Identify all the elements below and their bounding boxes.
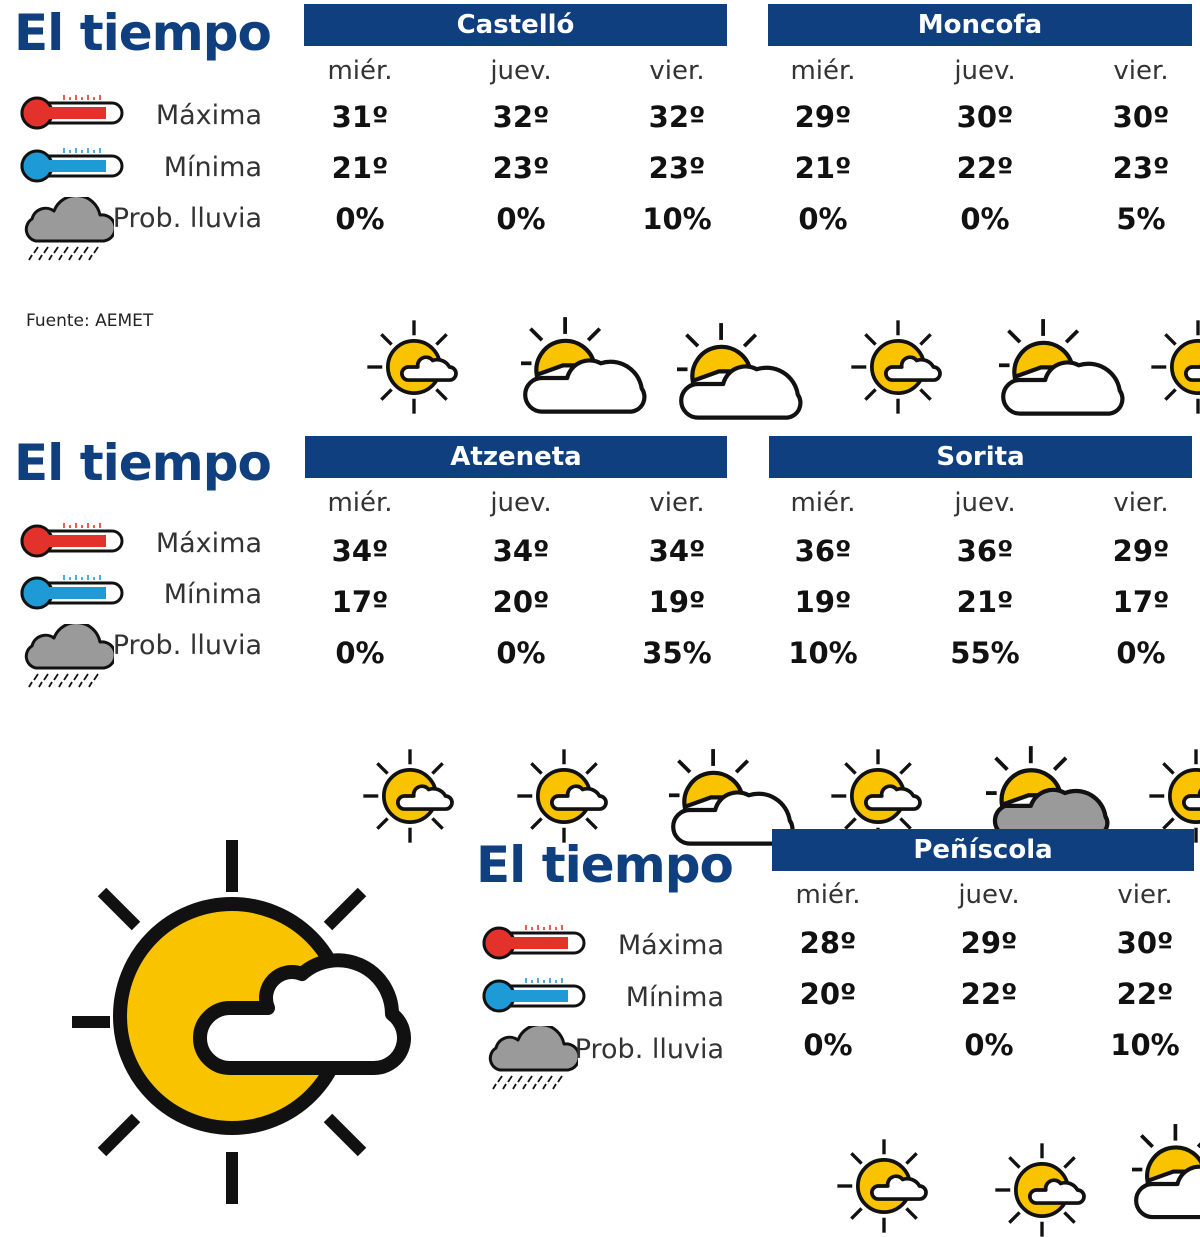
legend-min-label: Mínima xyxy=(163,152,262,183)
city-banner-atzeneta: Atzeneta xyxy=(305,436,727,478)
source-note: Fuente: AEMET xyxy=(26,311,154,331)
panel-title: El tiempo xyxy=(476,836,733,894)
max-temp: 36º xyxy=(956,534,1014,568)
thermometer-min-icon xyxy=(20,145,124,187)
min-temp: 22º xyxy=(956,151,1014,185)
panel-title: El tiempo xyxy=(14,434,271,492)
max-temp: 32º xyxy=(648,100,706,134)
city-banner-peniscola: Peñíscola xyxy=(772,829,1194,871)
legend-max-label: Máxima xyxy=(155,100,262,131)
min-temp: 19º xyxy=(648,585,706,619)
thermometer-max-icon xyxy=(20,92,124,134)
legend-min-label: Mínima xyxy=(625,982,724,1013)
panel-title: El tiempo xyxy=(14,4,271,62)
max-temp: 34º xyxy=(492,534,550,568)
day-label: miér. xyxy=(790,56,856,86)
rain-cloud-icon xyxy=(24,197,114,261)
rain-cloud-icon xyxy=(488,1026,578,1090)
max-temp: 30º xyxy=(956,100,1014,134)
min-temp: 23º xyxy=(1112,151,1170,185)
city-banner-moncofa: Moncofa xyxy=(768,4,1192,46)
legend-rain-label: Prob. lluvia xyxy=(112,203,262,234)
max-temp: 30º xyxy=(1116,926,1174,960)
sun-big-cloud-icon xyxy=(936,254,1062,380)
rain-prob: 55% xyxy=(950,636,1020,670)
sun-big-cloud-icon xyxy=(458,252,584,378)
max-temp: 29º xyxy=(960,926,1018,960)
sun-big-cloud-icon xyxy=(606,684,732,810)
day-label: miér. xyxy=(327,56,393,86)
min-temp: 23º xyxy=(492,151,550,185)
day-label: miér. xyxy=(327,488,393,518)
sun-small-cloud-icon xyxy=(1086,255,1198,367)
min-temp: 22º xyxy=(960,977,1018,1011)
day-label: miér. xyxy=(795,880,861,910)
city-banner-sorita: Sorita xyxy=(769,436,1192,478)
max-temp: 29º xyxy=(794,100,852,134)
sun-small-cloud-icon xyxy=(786,255,898,367)
min-temp: 19º xyxy=(794,585,852,619)
max-temp: 34º xyxy=(331,534,389,568)
min-temp: 21º xyxy=(956,585,1014,619)
sun-big-cloud-icon xyxy=(1070,1060,1194,1184)
rain-prob: 5% xyxy=(1116,202,1166,236)
sun-small-cloud-icon xyxy=(930,1078,1042,1190)
rain-prob: 0% xyxy=(960,202,1010,236)
max-temp: 32º xyxy=(492,100,550,134)
thermometer-min-icon xyxy=(482,975,586,1017)
day-label: juev. xyxy=(954,488,1016,518)
sun-small-cloud-icon xyxy=(302,255,414,367)
day-label: miér. xyxy=(790,488,856,518)
city-banner-castello: Castelló xyxy=(304,4,727,46)
legend-max-label: Máxima xyxy=(617,930,724,961)
day-label: vier. xyxy=(1113,488,1169,518)
thermometer-max-icon xyxy=(482,922,586,964)
day-label: vier. xyxy=(1117,880,1173,910)
rain-prob: 0% xyxy=(964,1028,1014,1062)
sun-small-cloud-icon xyxy=(1084,684,1196,796)
max-temp: 28º xyxy=(799,926,857,960)
max-temp: 36º xyxy=(794,534,852,568)
rain-prob: 0% xyxy=(335,636,385,670)
legend-rain-label: Prob. lluvia xyxy=(574,1034,724,1065)
rain-prob: 0% xyxy=(496,636,546,670)
min-temp: 20º xyxy=(799,977,857,1011)
legend-max-label: Máxima xyxy=(155,528,262,559)
sun-rain-cloud-icon xyxy=(922,680,1050,808)
day-label: vier. xyxy=(649,56,705,86)
min-temp: 17º xyxy=(331,585,389,619)
day-label: juev. xyxy=(954,56,1016,86)
min-temp: 20º xyxy=(492,585,550,619)
rain-prob: 10% xyxy=(1110,1028,1180,1062)
thermometer-max-icon xyxy=(20,520,124,562)
thermometer-min-icon xyxy=(20,572,124,614)
rain-cloud-icon xyxy=(24,624,114,688)
sun-small-cloud-icon xyxy=(772,1074,884,1186)
day-label: juev. xyxy=(490,488,552,518)
min-temp: 21º xyxy=(331,151,389,185)
rain-prob: 0% xyxy=(496,202,546,236)
legend-min-label: Mínima xyxy=(163,579,262,610)
rain-prob: 0% xyxy=(803,1028,853,1062)
rain-prob: 10% xyxy=(642,202,712,236)
min-temp: 23º xyxy=(648,151,706,185)
min-temp: 21º xyxy=(794,151,852,185)
max-temp: 31º xyxy=(331,100,389,134)
max-temp: 30º xyxy=(1112,100,1170,134)
rain-prob: 35% xyxy=(642,636,712,670)
rain-prob: 10% xyxy=(788,636,858,670)
rain-prob: 0% xyxy=(335,202,385,236)
day-label: juev. xyxy=(958,880,1020,910)
sun-big-cloud-icon xyxy=(614,258,740,384)
rain-prob: 0% xyxy=(1116,636,1166,670)
min-temp: 22º xyxy=(1116,977,1174,1011)
day-label: vier. xyxy=(1113,56,1169,86)
large-sun-cloud-icon xyxy=(52,822,412,1222)
day-label: vier. xyxy=(649,488,705,518)
min-temp: 17º xyxy=(1112,585,1170,619)
legend-rain-label: Prob. lluvia xyxy=(112,630,262,661)
sun-small-cloud-icon xyxy=(766,684,878,796)
sun-small-cloud-icon xyxy=(298,684,410,796)
max-temp: 29º xyxy=(1112,534,1170,568)
rain-prob: 0% xyxy=(798,202,848,236)
sun-small-cloud-icon xyxy=(452,684,564,796)
day-label: juev. xyxy=(490,56,552,86)
max-temp: 34º xyxy=(648,534,706,568)
